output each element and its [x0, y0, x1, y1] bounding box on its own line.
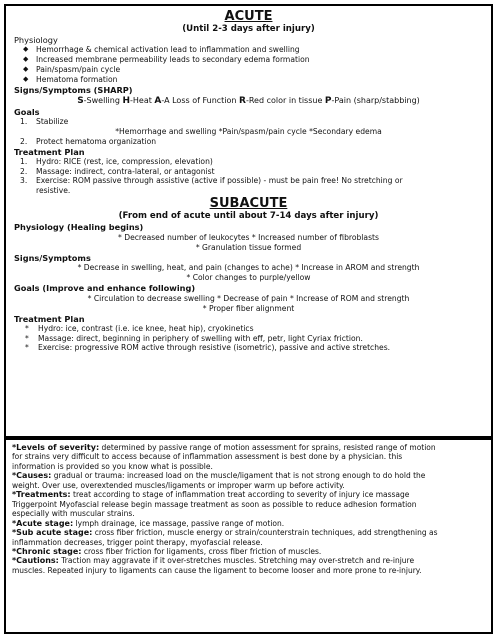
- subacute-signs-line: * Color changes to purple/yellow: [186, 273, 311, 283]
- acute-goals-heading: Goals: [14, 107, 40, 117]
- subacute-goals-line: * Circulation to decrease swelling * Decrease of pain * Increase of ROM and strength: [87, 293, 410, 303]
- acute-physiology-heading: Physiology: [14, 35, 58, 45]
- diamond-bullet-icon: ◆: [23, 65, 29, 73]
- subacute-section: [14, 197, 483, 353]
- list-item: ◆ Hematoma formation: [23, 74, 118, 84]
- acute-signs-heading: Signs/Symptoms (SHARP): [14, 84, 133, 95]
- list-item: ◆ Pain/spasm/pain cycle: [23, 65, 121, 74]
- subacute-physiology-line: * Decreased number of leukocytes * Increased number of fibroblasts: [118, 232, 379, 242]
- list-item: ◆ Increased membrane permeability leads to secondary edema formation: [23, 55, 310, 65]
- subacute-stage-note: *Sub acute stage: cross fiber friction, muscle energy or strain/counterstrain techniques, add strengthening as inflammation decreases, trigger point therapy, myofascial release.: [12, 528, 438, 547]
- list-item: 1. Hydro: RICE (rest, ice, compression, elevation): [20, 157, 213, 166]
- acute-goal-detail: *Hemorrhage and swelling *Pain/spasm/pain cycle *Secondary edema: [115, 127, 382, 136]
- subacute-goals-line: * Proper fiber alignment: [202, 303, 295, 313]
- list-item: * Hydro: ice, contrast (i.e. ice knee, heat hip), cryokinetics: [25, 324, 254, 333]
- acute-subtitle: (Until 2-3 days after injury): [182, 24, 315, 34]
- list-item: * Exercise: progressive ROM active through resistive (isometric), passive and active stretches.: [25, 343, 391, 353]
- treatments-note: *Treatments: treat according to stage of inflammation treat according to severity of injury ice massage Triggerpoint Myofascial release begin massage treatment as soon as possible to reduce adhesion formation especially with muscular strains.: [12, 490, 417, 519]
- list-item: 2. Protect hematoma organization: [20, 137, 157, 146]
- subacute-title: SUBACUTE: [209, 196, 288, 212]
- chronic-stage-note: *Chronic stage: cross fiber friction for ligaments, cross fiber friction of muscles.: [12, 546, 322, 556]
- list-item: 2. Massage: indirect, contra-lateral, or antagonist: [20, 166, 215, 176]
- subacute-goals-heading: Goals (Improve and enhance following): [14, 283, 196, 294]
- subacute-physiology-line: * Granulation tissue formed: [195, 242, 302, 252]
- subacute-physiology-heading: Physiology (Healing begins): [14, 222, 144, 233]
- acute-treatment-heading: Treatment Plan: [14, 146, 85, 157]
- sharp-signs-line: S-Swelling H-Heat A-A Loss of Function R-Red color in tissue P-Pain (sharp/stabbing): [77, 96, 420, 106]
- subacute-treatment-heading: Treatment Plan: [14, 313, 85, 324]
- diamond-bullet-icon: ◆: [23, 45, 29, 54]
- list-item: 1. Stabilize: [20, 117, 69, 127]
- subacute-signs-heading: Signs/Symptoms: [14, 252, 91, 263]
- cautions-note: *Cautions: Traction may aggravate if it over-stretches muscles. Stretching may over-stretch and re-injure muscles. Repeated injury to ligaments can cause the ligament to become looser and more prone to re-injury.: [12, 556, 422, 575]
- notes-panel: [4, 437, 493, 634]
- acute-stage-note: *Acute stage: lymph drainage, ice massage, passive range of motion.: [12, 518, 285, 528]
- acute-title: ACUTE: [224, 9, 273, 24]
- list-item: 3. Exercise: ROM passive through assistive (active if possible) - must be pain free! No stretching or resistive.: [20, 176, 403, 195]
- diamond-bullet-icon: ◆: [23, 55, 29, 64]
- list-item: * Massage: direct, beginning in periphery of swelling with eff, petr, light Cyriax friction.: [25, 333, 363, 343]
- causes-note: *Causes: gradual or trauma: increased load on the muscle/ligament that is not strong enough to do hold the weight. Over use, overextended muscles/ligaments or improper warm up before activity.: [12, 471, 426, 490]
- diamond-bullet-icon: ◆: [23, 74, 29, 83]
- list-item: ◆ Hemorrhage & chemical activation lead to inflammation and swelling: [23, 45, 300, 55]
- subacute-subtitle: (From end of acute until about 7-14 days after injury): [118, 211, 379, 222]
- severity-note: *Levels of severity: determined by passive range of motion assessment for sprains, resisted range of motion for strains very difficult to access because of inflammation assessment is best done by a physician. this information is provided so you know what is possible.: [12, 443, 436, 471]
- stages-panel: [4, 4, 493, 438]
- subacute-signs-line: * Decrease in swelling, heat, and pain (changes to ache) * Increase in AROM and strength: [77, 263, 420, 273]
